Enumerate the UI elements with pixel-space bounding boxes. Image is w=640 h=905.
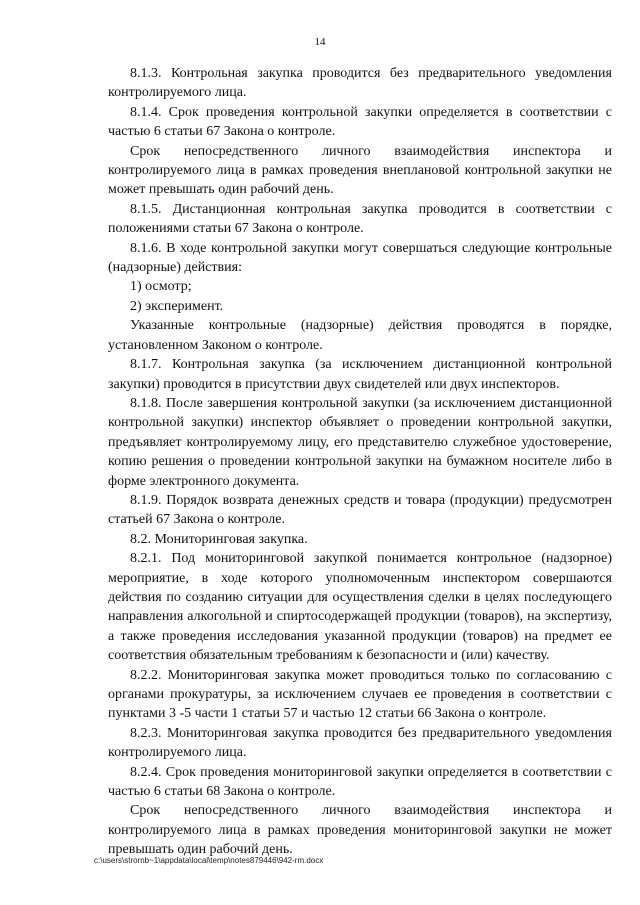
paragraph-8-2-3: 8.2.3. Мониторинговая закупка проводится без предварительного уведомления контролируемого лица. (108, 725, 612, 761)
paragraph-8-2-2: 8.2.2. Мониторинговая закупка может проводиться только по согласованию с органами прокуратуры, за исключением случаев ее проведения в соответствии с пунктами 3 -5 части 1 статьи 57 и частью 12 статьи 66 Закона о контроле. (108, 667, 612, 722)
document-body (108, 64, 612, 860)
paragraph-8-1-6: 8.1.6. В ходе контрольной закупки могут совершаться следующие контрольные (надзорные) действия: (108, 240, 612, 276)
footer-file-path: c:\users\strornb~1\appdata\local\temp\notes879446\942-rm.docx (94, 856, 324, 865)
paragraph-8-1-9: 8.1.9. Порядок возврата денежных средств и товара (продукции) предусмотрен статьей 67 Закона о контроле. (108, 492, 612, 528)
paragraph-8-1-8: 8.1.8. После завершения контрольной закупки (за исключением дистанционной контрольной закупки) инспектор объявляет о проведении контрольной закупки, предъявляет контролируемому лицу, его представителю служебное удостоверение, копию решения о проведении контрольной закупки на бумажном носителе либо в форме электронного документа. (108, 395, 612, 489)
paragraph-contact-term-2: Срок непосредственного личного взаимодействия инспектора и контролируемого лица в рамках проведения мониторинговой закупки не может превышать один рабочий день. (108, 803, 612, 858)
paragraph-8-2-1: 8.2.1. Под мониторинговой закупкой понимается контрольное (надзорное) мероприятие, в ходе которого уполномоченным инспектором совершаются действия по созданию ситуации для осуществления сделки в целях последующего направления алкогольной и спиртосодержащей продукции (товаров), на экспертизу, а также проведения исследования указанной продукции (товаров) на предмет ее соответствия обязательным требованиям к безопасности и (или) качеству. (108, 551, 612, 664)
list-item-experiment: 2) эксперимент. (130, 298, 224, 314)
page-number: 14 (314, 36, 326, 48)
paragraph-8-1-3: 8.1.3. Контрольная закупка проводится без предварительного уведомления контролируемого лица. (108, 66, 612, 101)
paragraph-8-2-4: 8.2.4. Срок проведения мониторинговой закупки определяется в соответствии с частью 6 статьи 68 Закона о контроле. (108, 764, 612, 800)
heading-8-2: 8.2. Мониторинговая закупка. (130, 531, 308, 547)
paragraph-8-1-5: 8.1.5. Дистанционная контрольная закупка проводится в соответствии с положениями статьи 67 Закона о контроле. (108, 201, 612, 237)
paragraph-actions-order: Указанные контрольные (надзорные) действия проводятся в порядке, установленном Законом о контроле. (108, 318, 612, 353)
list-item-inspection: 1) осмотр; (130, 279, 192, 295)
paragraph-8-1-4: 8.1.4. Срок проведения контрольной закупки определяется в соответствии с частью 6 статьи 67 Закона о контроле. (108, 104, 612, 140)
paragraph-contact-term-1: Срок непосредственного личного взаимодействия инспектора и контролируемого лица в рамках проведения внеплановой контрольной закупки не может превышать один рабочий день. (108, 143, 612, 198)
paragraph-8-1-7: 8.1.7. Контрольная закупка (за исключением дистанционной контрольной закупки) проводится в присутствии двух свидетелей или двух инспекторов. (108, 357, 612, 392)
